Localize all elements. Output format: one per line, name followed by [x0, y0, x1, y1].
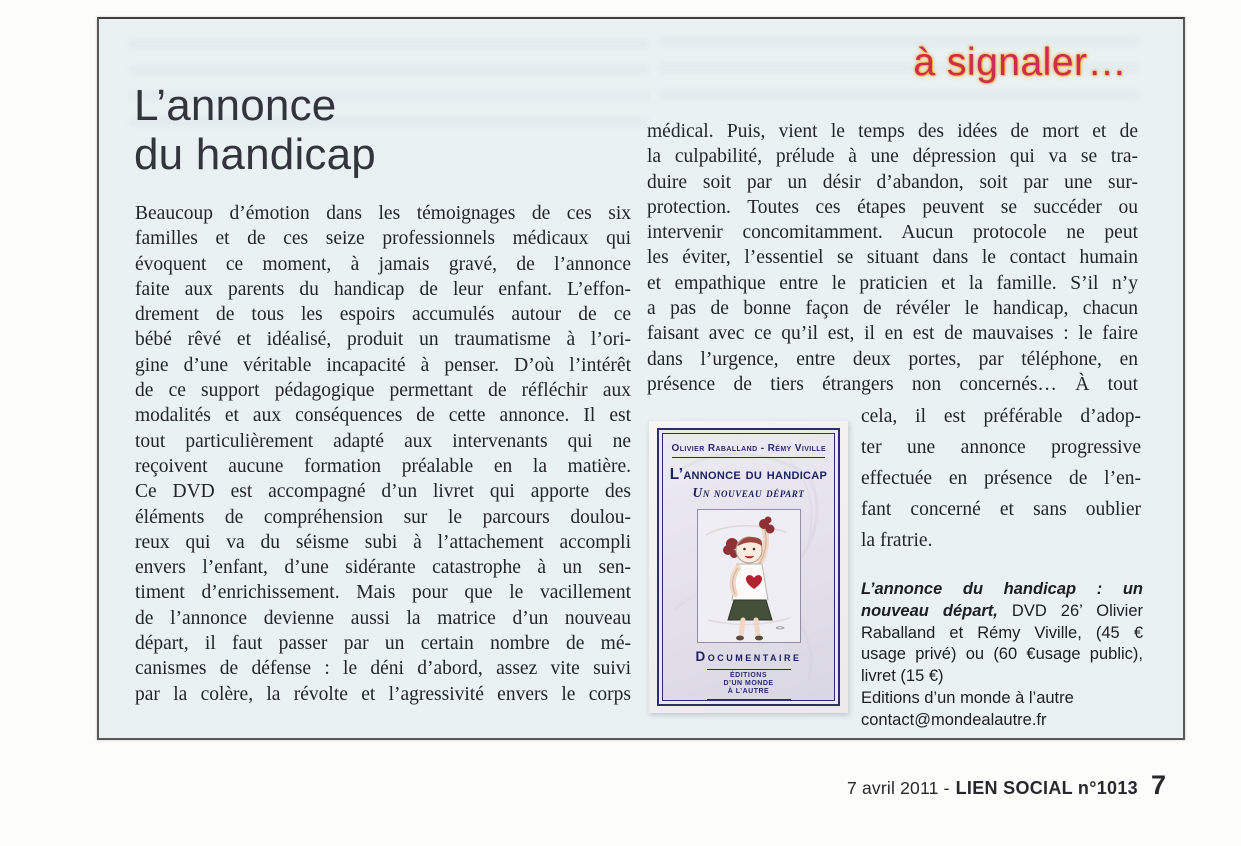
body-text-line: les éviter, l’essentiel se situant dans le contact humain: [647, 247, 1138, 269]
body-text-line: familles et de ces seize professionnels médicaux qui: [135, 228, 631, 250]
article-left-column: [135, 201, 631, 707]
body-text-line: la culpabilité, prélude à une dépression qui va se tra-: [647, 146, 1138, 168]
body-text-line: éléments de compréhension sur le parcours doulou-: [135, 506, 631, 528]
publisher-line: ÉDITIONS: [729, 672, 768, 679]
body-text-line: Ce DVD est accompagné d’un livret qui apporte des: [135, 481, 631, 503]
article-wrapped-column: [861, 401, 1141, 556]
cover-content: [659, 443, 838, 700]
magazine-page-scan: [97, 17, 1185, 740]
body-text-line: intervenir concomitamment. Aucun protocole ne peut: [647, 222, 1138, 244]
cover-title: L’annonce du handicap: [669, 466, 828, 483]
body-text-line: et empathique entre le praticien et la famille. S’il n’y: [647, 272, 1138, 294]
scan-edge-artifact: [0, 841, 1241, 846]
cover-publisher-logo: [707, 669, 791, 700]
article-title-line1: L’annonce: [134, 81, 337, 130]
body-text-line: faisant avec ce qu’il est, il en est de mauvaises : le faire: [647, 323, 1138, 345]
body-text-line: faite aux parents du handicap de leur enfant. L’effon-: [135, 278, 631, 300]
caption-title: L’annonce du handicap : un nouveau départ,: [861, 580, 1143, 620]
body-text-line: timent d’enrichissement. Mais pour que le vacillement: [135, 582, 631, 604]
body-text-line: ter une annonce progressive: [861, 437, 1141, 458]
body-text-line: effectuée en présence de l’en-: [861, 468, 1141, 489]
caption-email: contact@mondealautre.fr: [861, 710, 1047, 729]
body-text-line: médical. Puis, vient le temps des idées de mort et de: [647, 121, 1138, 142]
body-text-line: Beaucoup d’émotion dans les témoignages de ces six: [135, 203, 631, 224]
dvd-caption: [861, 579, 1143, 732]
publisher-line: D’UN MONDE: [723, 680, 774, 687]
body-text-line: évoquent ce moment, à jamais gravé, de l’annonce: [135, 253, 631, 275]
cover-authors: Olivier Raballand - Rémy Viville: [672, 443, 826, 458]
body-text-line: bébé rêvé et idéalisé, produit un traumatisme à l’ori-: [135, 329, 631, 351]
section-rubric-label: à signaler…: [913, 41, 1127, 84]
body-text-line: gine d’une véritable incapacité à penser. D’où l’intérêt: [135, 354, 631, 376]
article-right-column: [647, 119, 1138, 397]
footer-date: 7 avril 2011 -: [846, 778, 950, 798]
artist-signature: [776, 627, 784, 630]
body-text-line: départ, il faut passer par un certain nombre de mé-: [135, 633, 631, 655]
caption-publisher: Editions d’un monde à l’autre: [861, 688, 1074, 707]
body-text-line: envers l’enfant, d’une sidérante catastrophe à un sen-: [135, 557, 631, 579]
body-text-line: cela, il est préférable d’adop-: [861, 406, 1141, 427]
body-text-line: tout particulièrement adapté aux intervenants qui ne: [135, 430, 631, 452]
body-text-line: de l’annonce devienne aussi la matrice d’un nouveau: [135, 607, 631, 629]
girl-illustration: [697, 509, 801, 643]
skirt: [728, 600, 772, 620]
body-text-line: dans l’urgence, entre deux portes, par téléphone, en: [647, 348, 1138, 370]
body-text-line: modalités et aux conséquences de cette annonce. Il est: [135, 405, 631, 427]
body-text-line: fant concerné et sans oublier: [861, 499, 1141, 520]
body-text-line: la fratrie.: [861, 530, 933, 551]
caption-text: [861, 579, 1143, 688]
body-text-line: reçoivent aucune formation préalable en la matière.: [135, 455, 631, 477]
cover-genre: Documentaire: [695, 649, 802, 664]
body-text-line: par la colère, la révolte et l’agressivité envers le corps: [135, 683, 631, 705]
dvd-cover-photo: [649, 421, 848, 713]
article-title: [134, 81, 376, 179]
body-text-line: duire soit par un désir d’abandon, soit par une sur-: [647, 171, 1138, 193]
footer-magazine-issue: LIEN SOCIAL n°1013: [955, 778, 1138, 798]
body-text-line: drement de tous les espoirs accumulés autour de ce: [135, 304, 631, 326]
dvd-cover: [657, 428, 840, 706]
body-text-line: a pas de bonne façon de révéler le handicap, chacun: [647, 298, 1138, 320]
footer-page-number: 7: [1150, 770, 1166, 800]
cover-subtitle: Un nouveau départ: [692, 485, 805, 500]
body-text-line: protection. Toutes ces étapes peuvent se succéder ou: [647, 196, 1138, 218]
body-text-line: de ce support pédagogique permettant de réfléchir aux: [135, 380, 631, 402]
publisher-line: À L’AUTRE: [727, 688, 770, 695]
body-text-line: présence de tiers étrangers non concernés… À tout: [647, 373, 1138, 395]
caption-details: DVD 26’ Olivier Raballand et Rémy Viville, (45 € usage privé) ou (60 €usage public), livret (15 €): [861, 601, 1143, 686]
body-text-line: canismes de défense : le déni d’abord, assez vite suivi: [135, 658, 631, 680]
page-footer: [847, 770, 1166, 801]
article-title-line2: du handicap: [134, 130, 376, 179]
body-text-line: reux qui va du séisme subi à l’attachement accompli: [135, 531, 631, 553]
